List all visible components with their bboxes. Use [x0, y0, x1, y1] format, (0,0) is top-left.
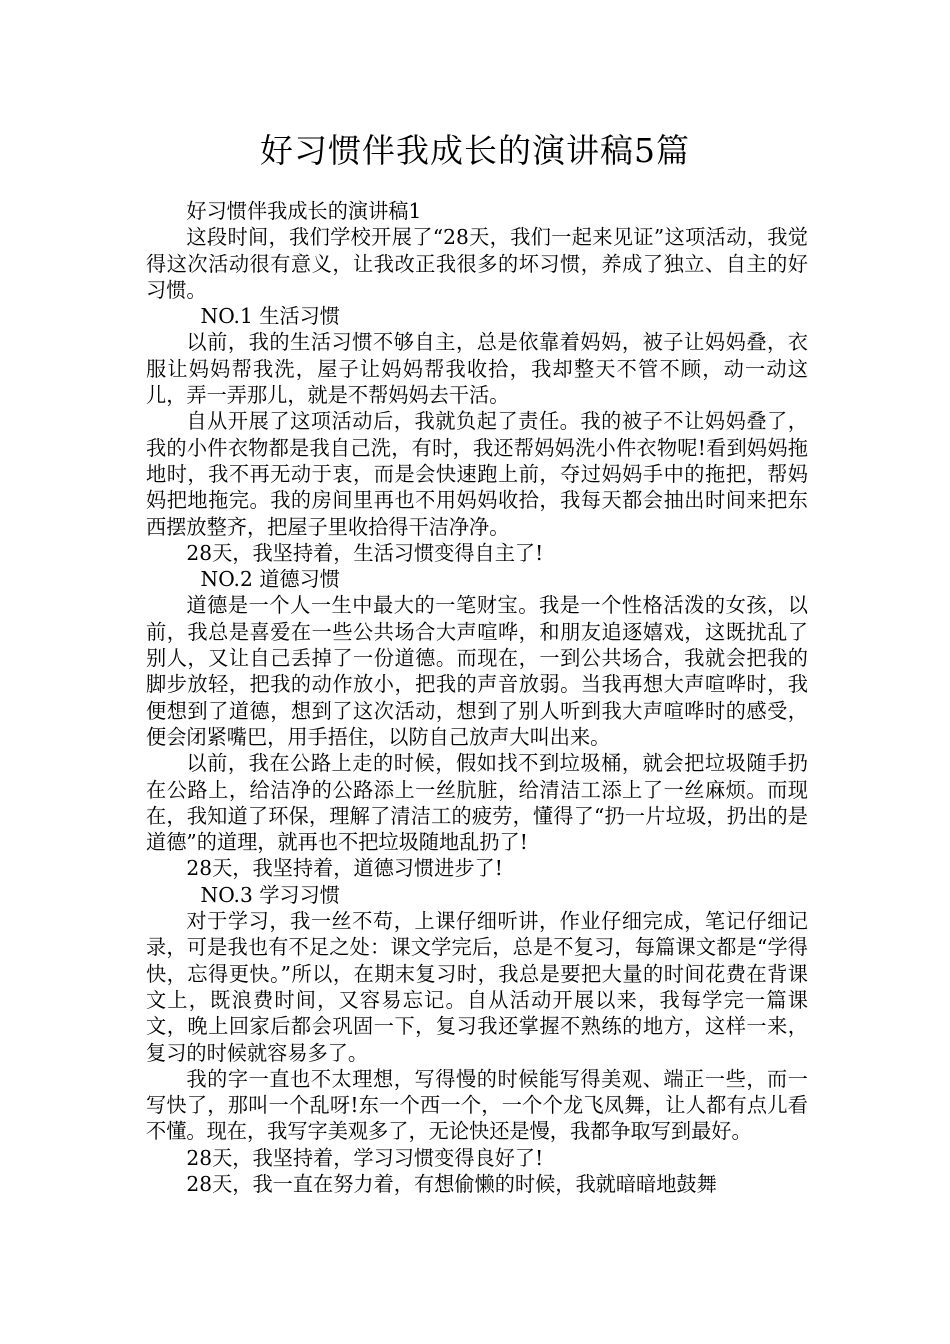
paragraph: 28天，我坚持着，生活习惯变得自主了!: [186, 540, 544, 565]
paragraph: 以前，我的生活习惯不够自主，总是依靠着妈妈，被子让妈妈叠，衣服让妈妈帮我洗，屋子让妈妈帮我收拾，我却整天不管不顾，动一动这儿，弄一弄那儿，就是不帮妈妈去干活。: [146, 330, 808, 408]
paragraph: 以前，我在公路上走的时候，假如找不到垃圾桶，就会把垃圾随手扔在公路上，给洁净的公路添上一丝肮脏，给清洁工添上了一丝麻烦。而现在，我知道了环保，理解了清洁工的疲劳，懂得了“扔一片垃圾，扔出的是道德”的道理，就再也不把垃圾随地乱扔了!: [146, 751, 808, 855]
document-body: [146, 198, 808, 1197]
paragraph: 对于学习，我一丝不苟，上课仔细听讲，作业仔细完成，笔记仔细记录，可是我也有不足之处：课文学完后，总是不复习，每篇课文都是“学得快，忘得更快。”所以，在期末复习时，我总是要把大量的时间花费在背课文上，既浪费时间，又容易忘记。自从活动开展以来，我每学完一篇课文，晚上回家后都会巩固一下，复习我还掌握不熟练的地方，这样一来，复习的时候就容易多了。: [146, 909, 808, 1065]
document-title: 好习惯伴我成长的演讲稿5篇: [260, 131, 690, 170]
paragraph: 自从开展了这项活动后，我就负起了责任。我的被子不让妈妈叠了，我的小件衣物都是我自己洗，有时，我还帮妈妈洗小件衣物呢!看到妈妈拖地时，我不再无动于衷，而是会快速跑上前，夺过妈妈手中的拖把，帮妈妈把地拖完。我的房间里再也不用妈妈收拾，我每天都会抽出时间来把东西摆放整齐，把屋子里收拾得干洁净净。: [146, 409, 808, 539]
subheading-study: NO.3 学习习惯: [200, 882, 340, 907]
paragraph: 我的字一直也不太理想，写得慢的时候能写得美观、端正一些，而一写快了，那叫一个乱呀!东一个西一个，一个个龙飞凤舞，让人都有点儿看不懂。现在，我写字美观多了，无论快还是慢，我都争取写到最好。: [146, 1066, 808, 1144]
subheading-life: NO.1 生活习惯: [200, 304, 340, 329]
paragraph: 28天，我一直在努力着，有想偷懒的时候，我就暗暗地鼓舞: [186, 1171, 717, 1196]
paragraph: 28天，我坚持着，学习习惯变得良好了!: [186, 1145, 544, 1170]
subheading-morality: NO.2 道德习惯: [200, 567, 340, 592]
section-title: 好习惯伴我成长的演讲稿1: [186, 199, 422, 223]
paragraph: 这段时间，我们学校开展了“28天，我们一起来见证”这项活动，我觉得这次活动很有意义，让我改正我很多的坏习惯，养成了独立、自主的好习惯。: [146, 225, 808, 302]
paragraph: 28天，我坚持着，道德习惯进步了!: [186, 856, 503, 881]
paragraph: 道德是一个人一生中最大的一笔财宝。我是一个性格活泼的女孩，以前，我总是喜爱在一些公共场合大声喧哗，和朋友追逐嬉戏，这既扰乱了别人，又让自己丢掉了一份道德。而现在，一到公共场合，我就会把我的脚步放轻，把我的动作放小，把我的声音放弱。当我再想大声喧哗时，我便想到了道德，想到了这次活动，想到了别人听到我大声喧哗时的感受，便会闭紧嘴巴，用手捂住，以防自己放声大叫出来。: [146, 593, 808, 749]
